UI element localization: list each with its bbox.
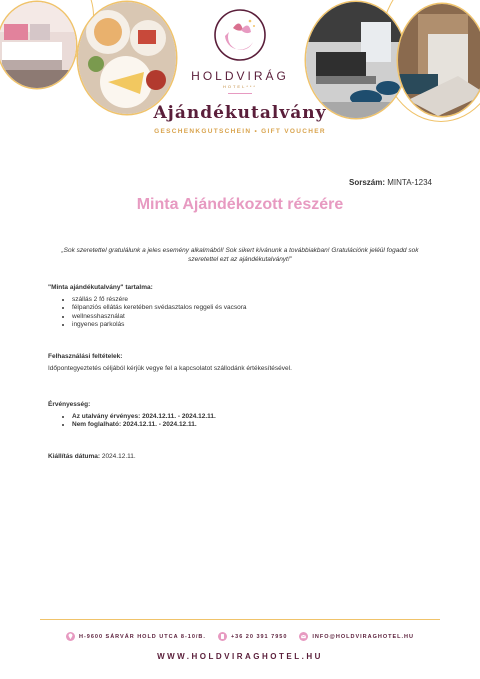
lobby-photo (306, 2, 406, 118)
website-link[interactable]: WWW.HOLDVIRAGHOTEL.HU (157, 652, 323, 661)
bedroom-photo (0, 2, 76, 88)
email-text[interactable]: INFO@HOLDVIRAGHOTEL.HU (312, 633, 415, 640)
list-item: • ingyenes parkolás (72, 321, 247, 329)
recipient-name: Minta Ajándékozott részére (136, 196, 344, 213)
terms-text: Időpontegyeztetés céljából kérjük vegye fel a kapcsolatot szállodánk értékesítésével. (48, 365, 292, 372)
issued-label: Kiállítás dátuma: (48, 453, 101, 460)
voucher-title: Ajándékutalvány (153, 103, 327, 123)
phone-icon (218, 632, 227, 641)
bedroom-image (0, 2, 76, 88)
stairs-photo (398, 4, 480, 116)
issued-date (48, 453, 136, 460)
validity-heading: Érvényesség: (48, 401, 91, 408)
footer-divider (40, 619, 440, 620)
validity-section (48, 401, 216, 430)
list-item: • szállás 2 fő részére (72, 296, 247, 304)
serial-value: MINTA-1234 (387, 178, 432, 187)
contents-heading: "Minta ajándékutalvány" tartalma: (48, 284, 153, 291)
serial-label: Sorszám: (348, 178, 385, 187)
email-item[interactable] (299, 632, 414, 641)
mail-icon (299, 632, 308, 641)
greeting-message: „Sok szeretettel gratulálunk a jeles esemény alkalmából! Sok sikert kívánunk a továbbiakban! Gratulációnk jeléül fogadd sok szeretettel ezt az ajándékutalványt!” (61, 247, 419, 263)
contact-bar (0, 632, 480, 641)
brand-name: HOLDVIRÁG (191, 69, 289, 83)
terms-heading: Felhasználási feltételek: (48, 353, 123, 360)
list-item: • wellnesshasználat (72, 313, 247, 321)
voucher-subtitle: GESCHENKGUTSCHEIN • GIFT VOUCHER (154, 128, 326, 135)
list-item: • Az utalvány érvényes: 2024.12.11. - 2024.12.11. (72, 413, 216, 421)
contents-section (48, 284, 247, 330)
title-divider (228, 93, 252, 94)
serial-number (349, 178, 432, 187)
food-image (78, 2, 176, 114)
hotel-logo (190, 8, 290, 89)
terms-section (48, 353, 292, 372)
phone-item[interactable] (218, 632, 287, 641)
lobby-image (306, 2, 406, 118)
contents-list (48, 296, 247, 330)
list-item: • Nem foglalható: 2024.12.11. - 2024.12.11. (72, 421, 216, 429)
list-item: • félpanziós ellátás keretében svédasztalos reggeli és vacsora (72, 304, 247, 312)
validity-list (48, 413, 216, 430)
phone-text[interactable]: +36 20 391 7950 (230, 633, 288, 640)
address-item (66, 632, 206, 641)
issued-value: 2024.12.11. (101, 453, 136, 460)
breakfast-photo (78, 2, 176, 114)
moon-flower-logo-icon (213, 8, 267, 62)
address-text: H-9600 SÁRVÁR HOLD UTCA 8-10/B. (78, 633, 206, 640)
stairs-image (398, 4, 480, 116)
location-icon (66, 632, 75, 641)
brand-sub: HOTEL*** (222, 84, 257, 89)
